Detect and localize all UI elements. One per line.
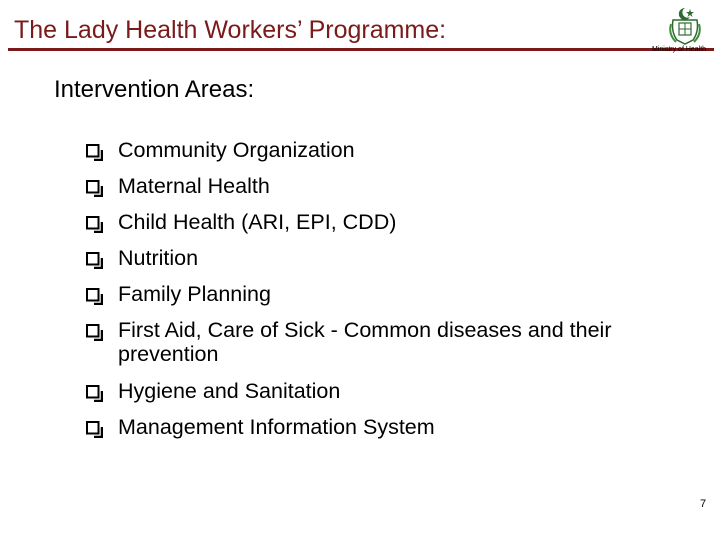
section-subtitle: Intervention Areas: [54, 76, 255, 103]
list-item [86, 246, 686, 270]
list-item [86, 210, 686, 234]
checkbox-square-icon [86, 419, 103, 443]
list-item [86, 174, 686, 198]
slide-title: The Lady Health Workers’ Programme: [14, 16, 447, 44]
list-item-label: Nutrition [118, 246, 199, 270]
list-item [86, 318, 686, 366]
ministry-logo [652, 6, 720, 56]
list-item-label: Community Organization [118, 138, 355, 162]
page-number: 7 [700, 498, 707, 510]
list-item-label: Maternal Health [118, 174, 270, 198]
checkbox-square-icon [86, 214, 103, 238]
list-item-label: Management Information System [118, 415, 435, 439]
list-item-label: Hygiene and Sanitation [118, 379, 341, 403]
checkbox-square-icon [86, 178, 103, 202]
list-item [86, 282, 686, 306]
logo-caption: Ministry of Health [652, 46, 707, 53]
intervention-list [86, 138, 686, 451]
title-divider [8, 48, 714, 51]
list-item [86, 138, 686, 162]
list-item-label: First Aid, Care of Sick - Common diseases and their prevention [118, 318, 612, 366]
list-item-label: Child Health (ARI, EPI, CDD) [118, 210, 397, 234]
list-item-label: Family Planning [118, 282, 271, 306]
checkbox-square-icon [86, 383, 103, 407]
checkbox-square-icon [86, 250, 103, 274]
list-item [86, 415, 686, 439]
emblem-icon [668, 6, 702, 46]
checkbox-square-icon [86, 322, 103, 346]
checkbox-square-icon [86, 286, 103, 310]
list-item [86, 379, 686, 403]
checkbox-square-icon [86, 142, 103, 166]
